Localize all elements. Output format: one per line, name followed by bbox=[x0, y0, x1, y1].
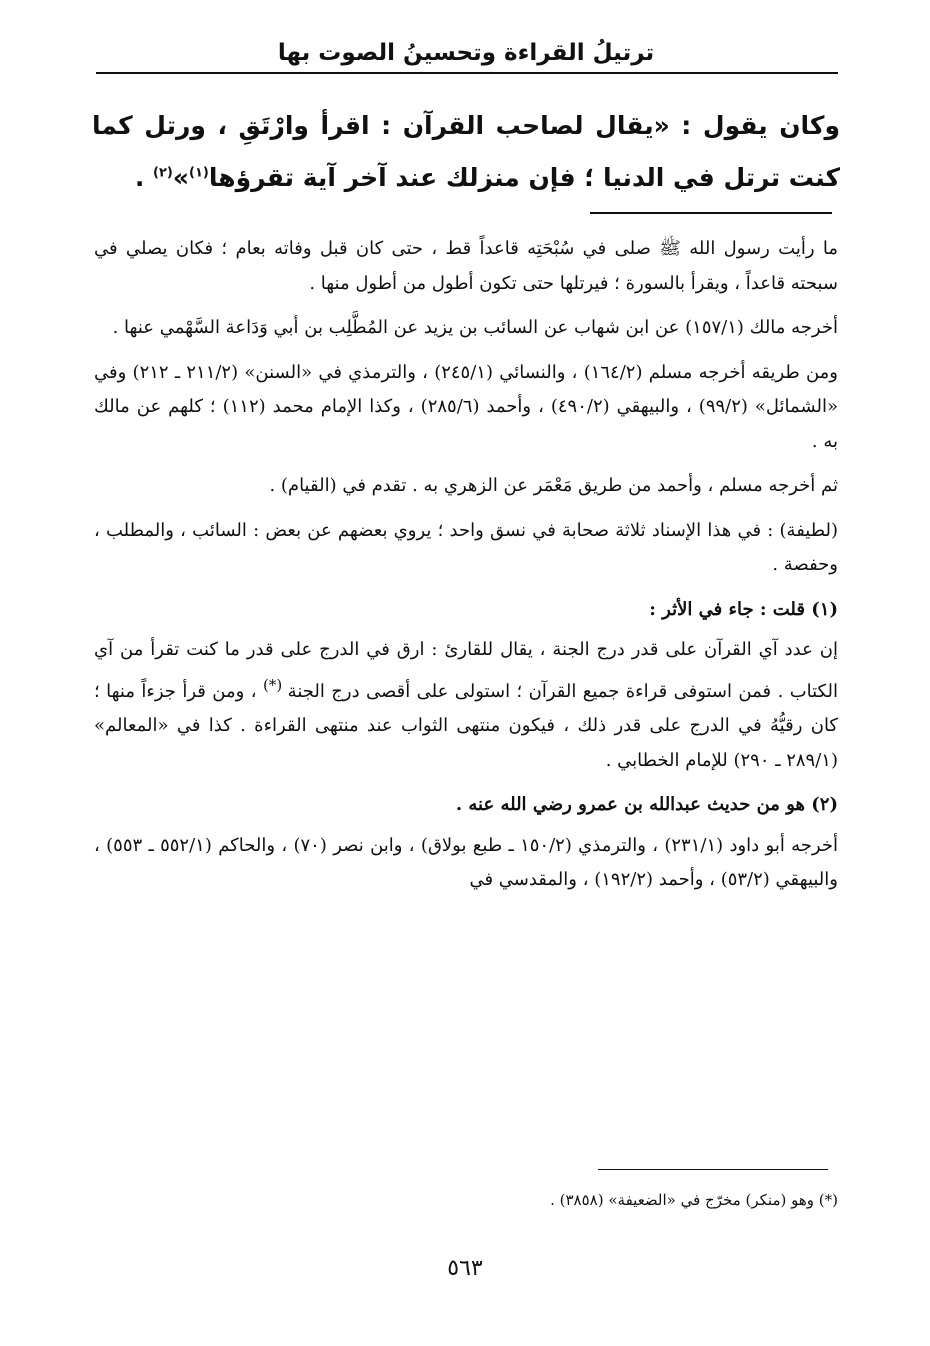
footnote-ref-2[interactable]: (٢) bbox=[153, 165, 173, 181]
note-1-marker: (١) bbox=[811, 598, 838, 620]
main-end-period: . bbox=[134, 163, 154, 192]
note-1-text-a: إن عدد آي القرآن على قدر درج الجنة ، يقال للقارئ : ارق في الدرج على قدر ما كنت تقرأ من آي الكتاب . فمن استوفى قراءة جميع القرآن ؛ استولى على أقصى درج الجنة bbox=[94, 639, 838, 702]
note-paragraph: ومن طريقه أخرجه مسلم (١٦٤/٢) ، والنسائي (٢٤٥/١) ، والترمذي في «السنن» (٢١١/٢ ـ ٢١٢) وفي «الشمائل» (٩٩/٢) ، والبيهقي (٤٩٠/٢) ، وأحمد (٢٨٥/٦) ، وكذا الإمام محمد (١١٢) ؛ كلهم عن مالك به . bbox=[94, 361, 838, 452]
note-2-marker: (٢) bbox=[811, 794, 838, 815]
note-1-heading bbox=[94, 593, 838, 628]
footnote-marker: (*) bbox=[818, 1191, 838, 1209]
note-2-body: أخرجه أبو داود (٢٣١/١) ، والترمذي (١٥٠/٢ ـ طبع بولاق) ، وابن نصر (٧٠) ، والحاكم (٥٥٢/١ ـ ٥٥٣) ، والبيهقي (٥٣/٢) ، وأحمد (١٩٢/٢) ، والمقدسي في bbox=[94, 834, 838, 890]
star-footnote-ref[interactable]: (*) bbox=[263, 675, 288, 694]
running-title: ترتيلُ القراءة وتحسينُ الصوت بها bbox=[277, 40, 655, 66]
note-paragraph: ثم أخرجه مسلم ، وأحمد من طريق مَعْمَر عن الزهري به . تقدم في (القيام) . bbox=[269, 475, 838, 496]
notes-section bbox=[94, 232, 838, 908]
note-paragraph: أخرجه مالك (١٥٧/١) عن ابن شهاب عن السائب بن يزيد عن المُطَّلِب بن أبي وَدَاعة السَّهْمي عنها . bbox=[112, 317, 838, 338]
note-1-heading-text: قلت : جاء في الأثر : bbox=[649, 598, 812, 620]
page-number: ٥٦٣ bbox=[447, 1256, 483, 1281]
note-1-text-b: ، ومن قرأ جزءاً منها ؛ كان رقيُّهُ في الدرج على قدر ذلك ، فيكون منتهى الثواب عند منتهى القراءة . كذا في «المعالم» (٢٨٩/١ ـ ٢٩٠) للإمام الخطابي . bbox=[94, 680, 838, 771]
closing-quote: » bbox=[172, 163, 190, 192]
header-rule bbox=[96, 72, 838, 74]
note-paragraph: (لطيفة) : في هذا الإسناد ثلاثة صحابة في نسق واحد ؛ يروي بعضهم عن بعض : السائب ، والمطلب ، وحفصة . bbox=[94, 519, 838, 575]
footnote-ref-1[interactable]: (١) bbox=[189, 165, 209, 181]
footnote-rule bbox=[598, 1169, 828, 1170]
main-line-1: وكان يقول : «يقال لصاحب القرآن : اقرأ وارْتَقِ ، ورتل كما كنت ترتل bbox=[92, 111, 840, 192]
main-line-2: في الدنيا ؛ فإن منزلك عند آخر آية تقرؤها bbox=[208, 163, 715, 192]
note-1-body bbox=[94, 633, 838, 778]
note-paragraph: ما رأيت رسول الله ﷺ صلى في سُبْحَتِه قاعداً قط ، حتى كان قبل وفاته بعام ؛ فكان يصلي في سبحته قاعداً ، ويقرأ بالسورة ؛ فيرتلها حتى تكون أطول من أطول منها . bbox=[94, 238, 838, 294]
main-text bbox=[92, 100, 840, 204]
footnote-text: وهو (منكر) مخرّج في «الضعيفة» (٣٨٥٨) . bbox=[550, 1191, 814, 1209]
note-2-heading-text: هو من حديث عبدالله بن عمرو رضي الله عنه . bbox=[455, 794, 812, 815]
main-text-rule bbox=[590, 212, 832, 214]
footnote bbox=[300, 1186, 838, 1214]
note-2-heading bbox=[94, 788, 838, 823]
